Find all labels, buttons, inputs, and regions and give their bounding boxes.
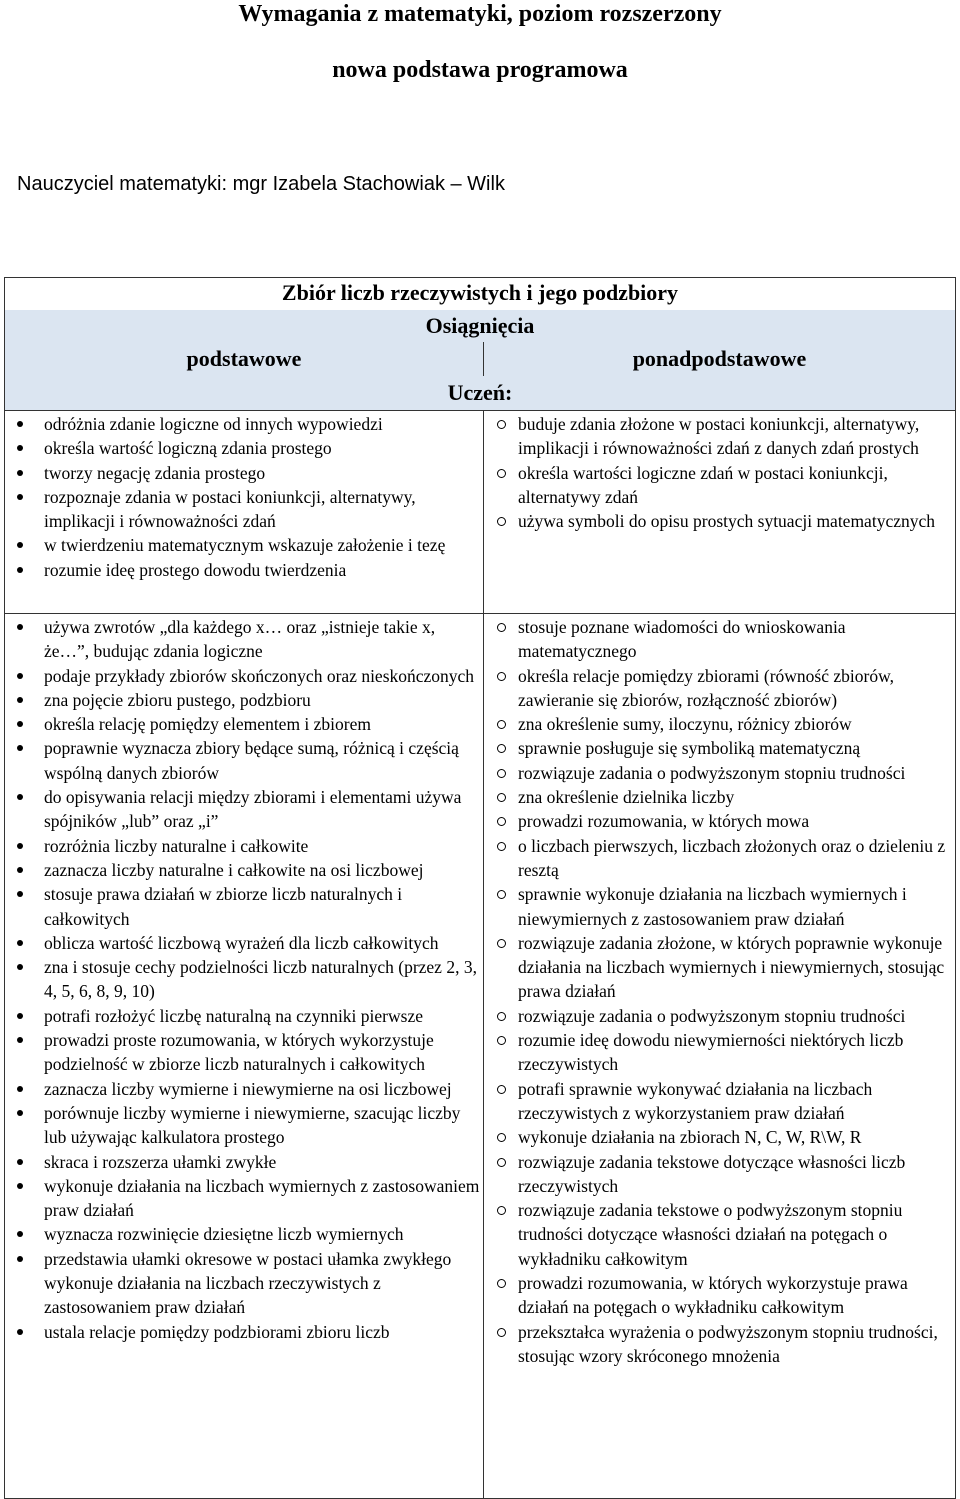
list-item: rozpoznaje zdania w postaci koniunkcji, alternatywy, implikacji i równoważności zdań (5, 485, 481, 534)
basic-list-sets (5, 615, 481, 1344)
list-item: używa zwrotów „dla każdego x… oraz „istnieje takie x, że…”, budując zdania logiczne (5, 615, 481, 664)
basic-list-logic (5, 412, 481, 582)
advanced-header: ponadpodstawowe (632, 346, 807, 371)
row-divider (5, 613, 955, 614)
list-item: ustala relacje pomiędzy podzbiorami zbioru liczb (5, 1320, 481, 1344)
list-item: odróżnia zdanie logiczne od innych wypowiedzi (5, 412, 481, 436)
list-item: oblicza wartość liczbową wyrażeń dla liczb całkowitych (5, 931, 481, 955)
list-item: wyznacza rozwinięcie dziesiętne liczb wymiernych (5, 1222, 481, 1246)
list-item: potrafi rozłożyć liczbę naturalną na czynniki pierwsze (5, 1004, 481, 1028)
list-item: określa wartości logiczne zdań w postaci koniunkcji, alternatywy zdań (484, 461, 952, 510)
advanced-list-logic (484, 412, 952, 533)
list-item: zna określenie dzielnika liczby (484, 785, 952, 809)
achievements-header: Osiągnięcia (5, 310, 955, 343)
list-item: zaznacza liczby wymierne i niewymierne na osi liczbowej (5, 1077, 481, 1101)
list-item: rozwiązuje zadania o podwyższonym stopniu trudności (484, 1004, 952, 1028)
list-item: zna określenie sumy, iloczynu, różnicy zbiorów (484, 712, 952, 736)
list-item: rozumie ideę dowodu niewymierności niektórych liczb rzeczywistych (484, 1028, 952, 1077)
list-item: podaje przykłady zbiorów skończonych oraz nieskończonych (5, 664, 481, 688)
list-item: rozwiązuje zadania tekstowe o podwyższonym stopniu trudności dotyczące własności działań na potęgach o wykładniku całkowitym (484, 1198, 952, 1271)
student-header: Uczeń: (5, 376, 955, 411)
list-item: rozwiązuje zadania tekstowe dotyczące własności liczb rzeczywistych (484, 1150, 952, 1199)
list-item: rozwiązuje zadania o podwyższonym stopniu trudności (484, 761, 952, 785)
list-item: rozróżnia liczby naturalne i całkowite (5, 834, 481, 858)
list-item: przedstawia ułamki okresowe w postaci ułamka zwykłego wykonuje działania na liczbach rzeczywistych z zastosowaniem praw działań (5, 1247, 481, 1320)
list-item: sprawnie posługuje się symboliką matematyczną (484, 736, 952, 760)
list-item: o liczbach pierwszych, liczbach złożonych oraz o dzieleniu z resztą (484, 834, 952, 883)
list-item: rozwiązuje zadania złożone, w których poprawnie wykonuje działania na liczbach wymiernych i niewymiernych, stosując prawa działań (484, 931, 952, 1004)
document-title: Wymagania z matematyki, poziom rozszerzony (238, 1, 722, 27)
section-title: Zbiór liczb rzeczywistych i jego podzbiory (5, 278, 955, 311)
document-subtitle: nowa podstawa programowa (332, 57, 628, 83)
list-item: potrafi sprawnie wykonywać działania na liczbach rzeczywistych z wykorzystaniem praw działań (484, 1077, 952, 1126)
list-item: zna i stosuje cechy podzielności liczb naturalnych (przez 2, 3, 4, 5, 6, 8, 9, 10) (5, 955, 481, 1004)
list-item: w twierdzeniu matematycznym wskazuje założenie i tezę (5, 533, 481, 557)
level-headers (5, 342, 955, 377)
list-item: porównuje liczby wymierne i niewymierne, szacując liczby lub używając kalkulatora prostego (5, 1101, 481, 1150)
list-item: do opisywania relacji między zbiorami i elementami używa spójników „lub” oraz „i” (5, 785, 481, 834)
list-item: buduje zdania złożone w postaci koniunkcji, alternatywy, implikacji i równoważności zdań z danych zdań prostych (484, 412, 952, 461)
list-item: stosuje poznane wiadomości do wnioskowania matematycznego (484, 615, 952, 664)
list-item: rozumie ideę prostego dowodu twierdzenia (5, 558, 481, 582)
list-item: określa relację pomiędzy elementem i zbiorem (5, 712, 481, 736)
list-item: sprawnie wykonuje działania na liczbach wymiernych i niewymiernych z zastosowaniem praw działań (484, 882, 952, 931)
list-item: prowadzi rozumowania, w których mowa (484, 809, 952, 833)
requirements-table (4, 277, 956, 1499)
list-item: zna pojęcie zbioru pustego, podzbioru (5, 688, 481, 712)
list-item: używa symboli do opisu prostych sytuacji matematycznych (484, 509, 952, 533)
advanced-list-sets (484, 615, 952, 1368)
list-item: wykonuje działania na liczbach wymiernych z zastosowaniem praw działań (5, 1174, 481, 1223)
list-item: poprawnie wyznacza zbiory będące sumą, różnicą i częścią wspólną danych zbiorów (5, 736, 481, 785)
list-item: wykonuje działania na zbiorach N, C, W, R\W, R (484, 1125, 952, 1149)
list-item: prowadzi proste rozumowania, w których wykorzystuje podzielność w zbiorze liczb naturalnych i całkowitych (5, 1028, 481, 1077)
list-item: prowadzi rozumowania, w których wykorzystuje prawa działań na potęgach o wykładniku całkowitym (484, 1271, 952, 1320)
teacher-line: Nauczyciel matematyki: mgr Izabela Stachowiak – Wilk (17, 173, 505, 195)
list-item: tworzy negację zdania prostego (5, 461, 481, 485)
list-item: stosuje prawa działań w zbiorze liczb naturalnych i całkowitych (5, 882, 481, 931)
list-item: skraca i rozszerza ułamki zwykłe (5, 1150, 481, 1174)
basic-header: podstawowe (5, 342, 484, 376)
list-item: przekształca wyrażenia o podwyższonym stopniu trudności, stosując wzory skróconego mnożenia (484, 1320, 952, 1369)
list-item: określa relacje pomiędzy zbiorami (równość zbiorów, zawieranie się zbiorów, rozłączność zbiorów) (484, 664, 952, 713)
list-item: zaznacza liczby naturalne i całkowite na osi liczbowej (5, 858, 481, 882)
list-item: określa wartość logiczną zdania prostego (5, 436, 481, 460)
